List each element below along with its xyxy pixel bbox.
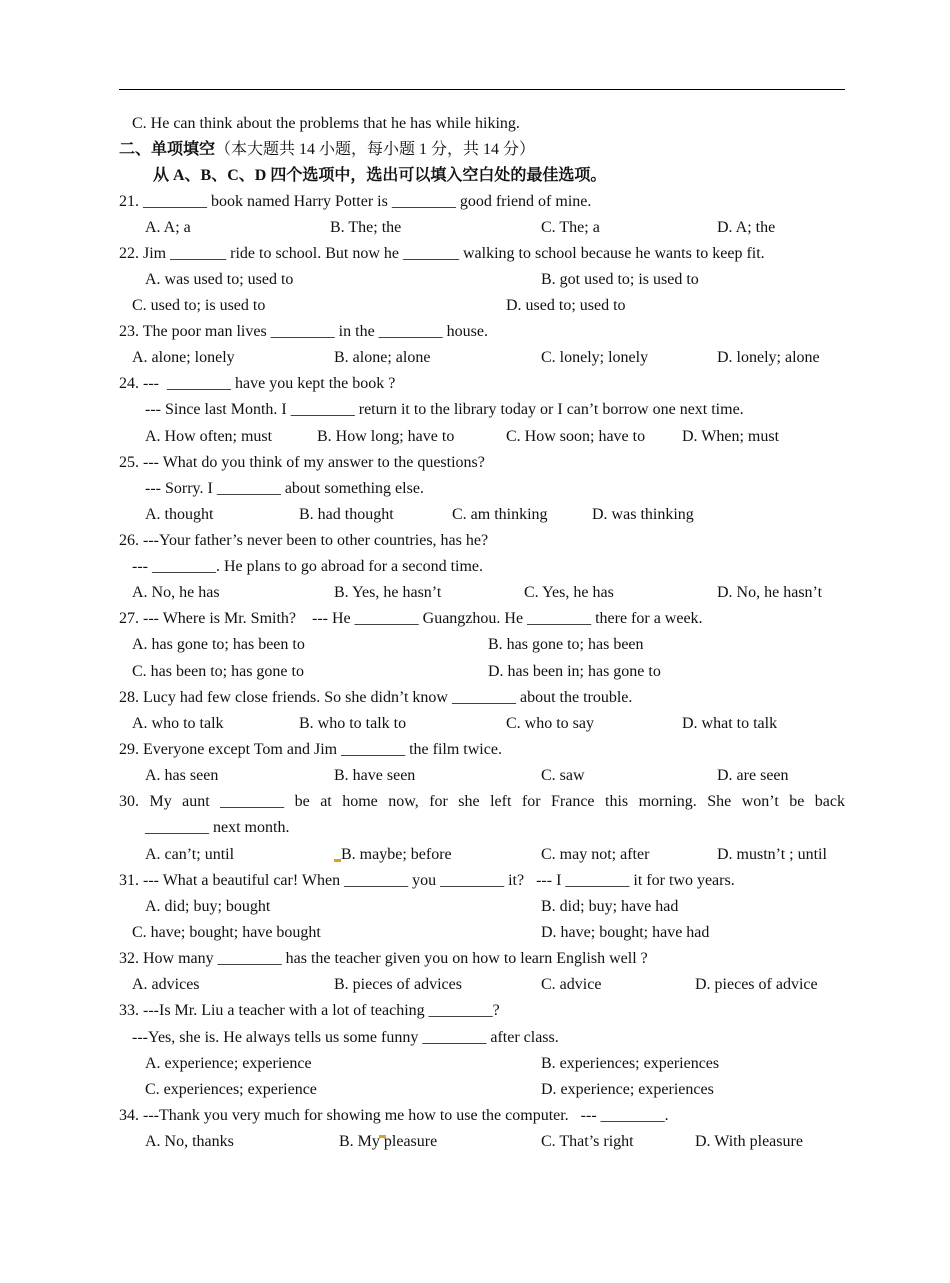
question-32-stem: 32. How many ________ has the teacher given you on how to learn English well ? xyxy=(119,950,648,967)
question-32-option-c: C. advice xyxy=(541,976,602,993)
question-28-option-d: D. what to talk xyxy=(682,715,778,732)
question-34-stem-end: me how to use the computer. --- ________. xyxy=(380,1107,669,1124)
question-25-option-a: A. thought xyxy=(145,506,214,523)
question-27-option-a: A. has gone to; has been to xyxy=(132,636,305,653)
prev-question-option-c: C. He can think about the problems that he has while hiking. xyxy=(132,115,520,132)
question-24-stem-reply: --- Since last Month. I ________ return it to the library today or I can’t borrow one next time. xyxy=(145,401,744,418)
question-31-option-d: D. have; bought; have had xyxy=(541,924,710,941)
question-23-stem: 23. The poor man lives ________ in the ________ house. xyxy=(119,323,488,340)
question-30-option-a: A. can’t; until xyxy=(145,846,235,863)
question-31-option-a: A. did; buy; bought xyxy=(145,898,271,915)
question-29-option-b: B. have seen xyxy=(334,767,416,784)
question-26-stem-reply: --- ________. He plans to go abroad for a second time. xyxy=(132,558,484,575)
question-33-stem: 33. ---Is Mr. Liu a teacher with a lot of teaching ________? xyxy=(119,1002,500,1019)
question-30-option-d: D. mustn’t ; until xyxy=(717,846,827,863)
question-30-option-b: B. maybe; before xyxy=(341,846,452,863)
question-26-option-c: C. Yes, he has xyxy=(524,584,614,601)
question-26-option-d: D. No, he hasn’t xyxy=(717,584,823,601)
question-21-option-b: B. The; the xyxy=(330,219,402,236)
section-note: （本大题共 14 小题，每小题 1 分，共 14 分） xyxy=(215,141,536,158)
section-title xyxy=(119,140,535,160)
question-21-stem: 21. ________ book named Harry Potter is ________ good friend of mine. xyxy=(119,193,592,210)
question-30-option-c: C. may not; after xyxy=(541,846,650,863)
question-31-option-c: C. have; bought; have bought xyxy=(132,924,321,941)
question-33-option-c: C. experiences; experience xyxy=(145,1081,317,1098)
question-28-stem: 28. Lucy had few close friends. So she didn’t know ________ about the trouble. xyxy=(119,689,633,706)
question-24-option-d: D. When; must xyxy=(682,428,780,445)
question-33-option-a: A. experience; experience xyxy=(145,1055,312,1072)
question-23-option-c: C. lonely; lonely xyxy=(541,349,649,366)
question-28-option-b: B. who to talk to xyxy=(299,715,407,732)
question-21-option-c: C. The; a xyxy=(541,219,600,236)
question-26-option-a: A. No, he has xyxy=(132,584,220,601)
section-heading: 二、单项填空 xyxy=(119,141,216,158)
question-23-option-a: A. alone; lonely xyxy=(132,349,235,366)
question-21-option-a: A. A; a xyxy=(145,219,191,236)
question-22-option-b: B. got used to; is used to xyxy=(541,271,699,288)
question-22-stem: 22. Jim _______ ride to school. But now he _______ walking to school because he wants to keep fit. xyxy=(119,245,765,262)
header-rule xyxy=(119,89,845,90)
question-32-option-a: A. advices xyxy=(132,976,200,993)
question-34-stem-start: 34. ---Thank you very much for showing xyxy=(119,1107,381,1124)
question-29-option-d: D. are seen xyxy=(717,767,789,784)
question-24-option-c: C. How soon; have to xyxy=(506,428,646,445)
question-23-option-d: D. lonely; alone xyxy=(717,349,820,366)
question-34-option-a: A. No, thanks xyxy=(145,1133,234,1150)
question-30-stem-cont: ________ next month. xyxy=(145,819,290,836)
question-31-stem: 31. --- What a beautiful car! When ________ you ________ it? --- I ________ it for two years. xyxy=(119,872,735,889)
question-29-option-c: C. saw xyxy=(541,767,585,784)
question-28-option-c: C. who to say xyxy=(506,715,594,732)
question-31-option-b: B. did; buy; have had xyxy=(541,898,679,915)
question-23-option-b: B. alone; alone xyxy=(334,349,431,366)
question-32-option-b: B. pieces of advices xyxy=(334,976,462,993)
question-26-option-b: B. Yes, he hasn’t xyxy=(334,584,442,601)
question-34-stem xyxy=(119,1106,669,1126)
question-34-option-c: C. That’s right xyxy=(541,1133,634,1150)
question-24-option-b: B. How long; have to xyxy=(317,428,455,445)
question-33-option-d: D. experience; experiences xyxy=(541,1081,714,1098)
section-instruction: 从 A、B、C、D 四个选项中，选出可以填入空白处的最佳选项。 xyxy=(153,167,607,184)
question-27-option-c: C. has been to; has gone to xyxy=(132,663,304,680)
question-33-stem-reply: ---Yes, she is. He always tells us some funny ________ after class. xyxy=(132,1029,559,1046)
question-26-stem: 26. ---Your father’s never been to other countries, has he? xyxy=(119,532,489,549)
question-30-stem: 30. My aunt ________ be at home now, for she left for France this morning. She won’t be back xyxy=(119,793,845,810)
question-29-stem: 29. Everyone except Tom and Jim ________ the film twice. xyxy=(119,741,502,758)
question-24-option-a: A. How often; must xyxy=(145,428,273,445)
question-29-option-a: A. has seen xyxy=(145,767,219,784)
question-25-stem: 25. --- What do you think of my answer to the questions? xyxy=(119,454,485,471)
question-22-option-d: D. used to; used to xyxy=(506,297,626,314)
highlight-mark xyxy=(334,859,341,862)
question-27-option-d: D. has been in; has gone to xyxy=(488,663,661,680)
question-25-option-b: B. had thought xyxy=(299,506,394,523)
question-22-option-a: A. was used to; used to xyxy=(145,271,294,288)
question-25-option-d: D. was thinking xyxy=(592,506,694,523)
question-34-option-b: B. My pleasure xyxy=(339,1133,438,1150)
question-27-stem: 27. --- Where is Mr. Smith? --- He ________ Guangzhou. He ________ there for a week. xyxy=(119,610,703,627)
question-28-option-a: A. who to talk xyxy=(132,715,224,732)
question-25-option-c: C. am thinking xyxy=(452,506,548,523)
question-24-stem: 24. --- ________ have you kept the book ? xyxy=(119,375,396,392)
question-33-option-b: B. experiences; experiences xyxy=(541,1055,720,1072)
question-21-option-d: D. A; the xyxy=(717,219,776,236)
question-22-option-c: C. used to; is used to xyxy=(132,297,266,314)
question-25-stem-reply: --- Sorry. I ________ about something else. xyxy=(145,480,424,497)
question-27-option-b: B. has gone to; has been xyxy=(488,636,644,653)
question-34-option-d: D. With pleasure xyxy=(695,1133,803,1150)
question-32-option-d: D. pieces of advice xyxy=(695,976,818,993)
